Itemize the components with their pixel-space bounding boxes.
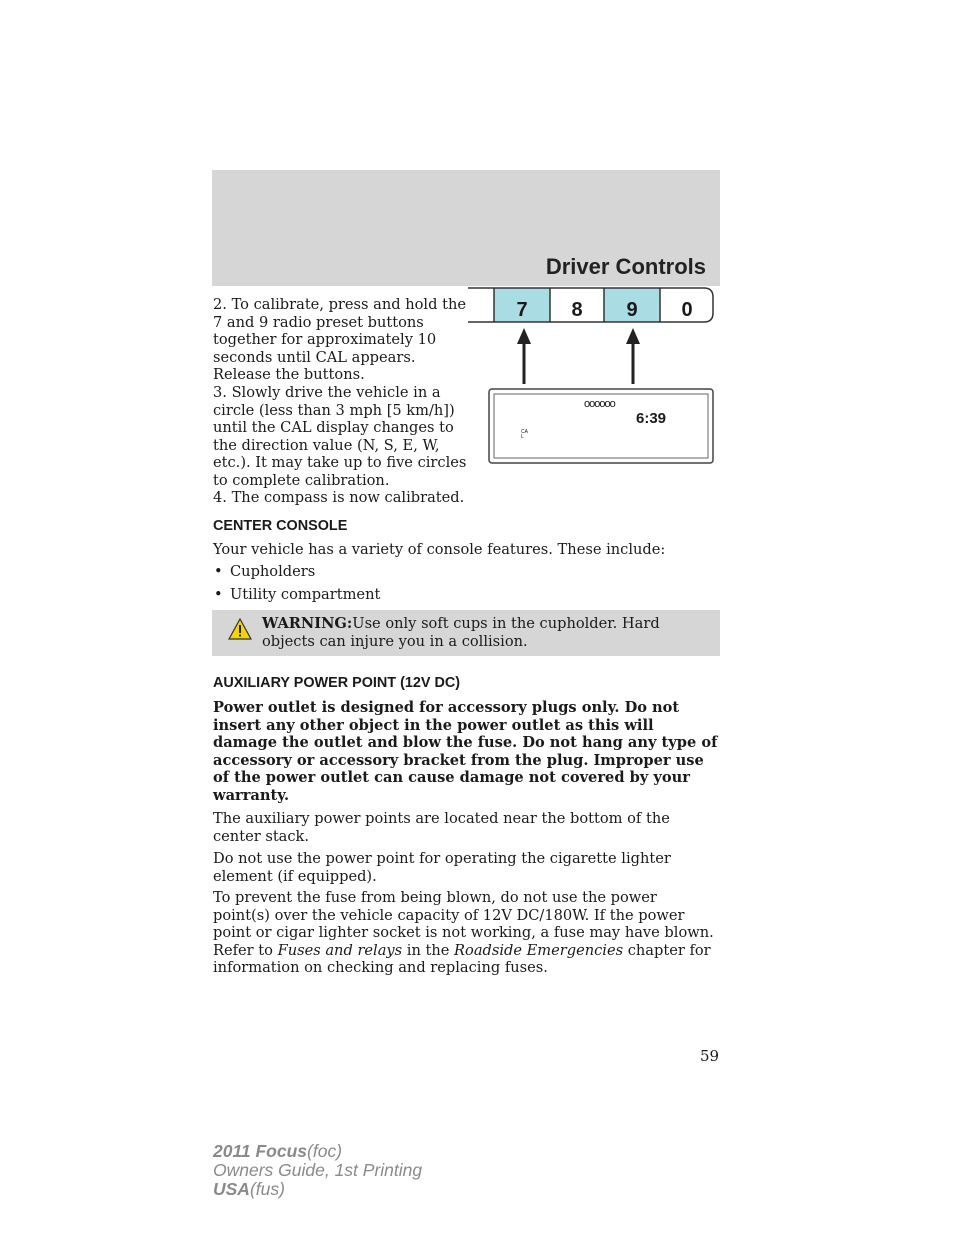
preset-button-8: 8 bbox=[571, 299, 583, 321]
center-console-intro: Your vehicle has a variety of console features. These include: bbox=[213, 541, 666, 558]
step-2-text: 2. To calibrate, press and hold the 7 and 9 radio preset buttons together for approximately 10 seconds until CAL appears. Release the buttons. bbox=[213, 296, 466, 384]
fuses-relays-ref: Fuses and relays bbox=[277, 941, 403, 959]
power-point-heading: AUXILIARY POWER POINT (12V DC) bbox=[213, 675, 461, 691]
preset-button-7: 7 bbox=[516, 299, 528, 321]
power-point-bold-warning: Power outlet is designed for accessory plugs only. Do not insert any other object in the power outlet as this will damage the outlet and blow the fuse. Do not hang any type of accessory or accessory bracket from the plug. Improper use of the power outlet can cause damage not covered by your warranty. bbox=[213, 699, 718, 804]
preset-button-0: 0 bbox=[681, 299, 693, 321]
warning-message bbox=[262, 615, 702, 650]
step-4-text: 4. The compass is now calibrated. bbox=[213, 489, 465, 506]
header-band bbox=[212, 170, 720, 286]
warning-icon bbox=[228, 618, 252, 640]
power-point-lighter-note: Do not use the power point for operating the cigarette lighter element (if equipped). bbox=[213, 850, 671, 885]
roadside-emergencies-ref: Roadside Emergencies bbox=[454, 941, 624, 959]
compass-display-figure bbox=[488, 388, 714, 464]
page-number: 59 bbox=[700, 1047, 720, 1065]
power-point-fuse-note: To prevent the fuse from being blown, do not use the power point(s) over the vehicle capacity of 12V DC/180W. If the power point or cigar lighter socket is not working, a fuse may have blown. Refer to Fuses and relays in the Roadside Emergencies chapter for information on checking and replacing fuses. bbox=[213, 889, 714, 977]
display-time: 6:39 bbox=[636, 410, 667, 427]
power-point-location: The auxiliary power points are located near the bottom of the center stack. bbox=[213, 810, 670, 845]
step-3-text: 3. Slowly drive the vehicle in a circle (less than 3 mph [5 km/h]) until the CAL display changes to the direction value (N, S, E, W, etc.). It may take up to five circles to complete calibration. bbox=[213, 384, 467, 489]
bullet-utility-compartment: • Utility compartment bbox=[214, 586, 381, 603]
section-title: Driver Controls bbox=[545, 254, 706, 279]
preset-buttons-figure bbox=[468, 286, 714, 386]
center-console-heading: CENTER CONSOLE bbox=[213, 518, 348, 534]
footer: 2011 Focus(foc) Owners Guide, 1st Printing USA(fus) bbox=[213, 1141, 423, 1199]
display-circles: oooooo bbox=[584, 398, 615, 410]
bullet-cupholders: • Cupholders bbox=[214, 563, 316, 580]
warning-label: WARNING: bbox=[262, 615, 353, 632]
preset-button-9: 9 bbox=[626, 299, 638, 321]
display-cal-label: CAL bbox=[521, 429, 528, 440]
warning-text: Use only soft cups in the cupholder. Hard objects can injure you in a collision. bbox=[262, 615, 660, 650]
warning-box bbox=[212, 610, 720, 656]
